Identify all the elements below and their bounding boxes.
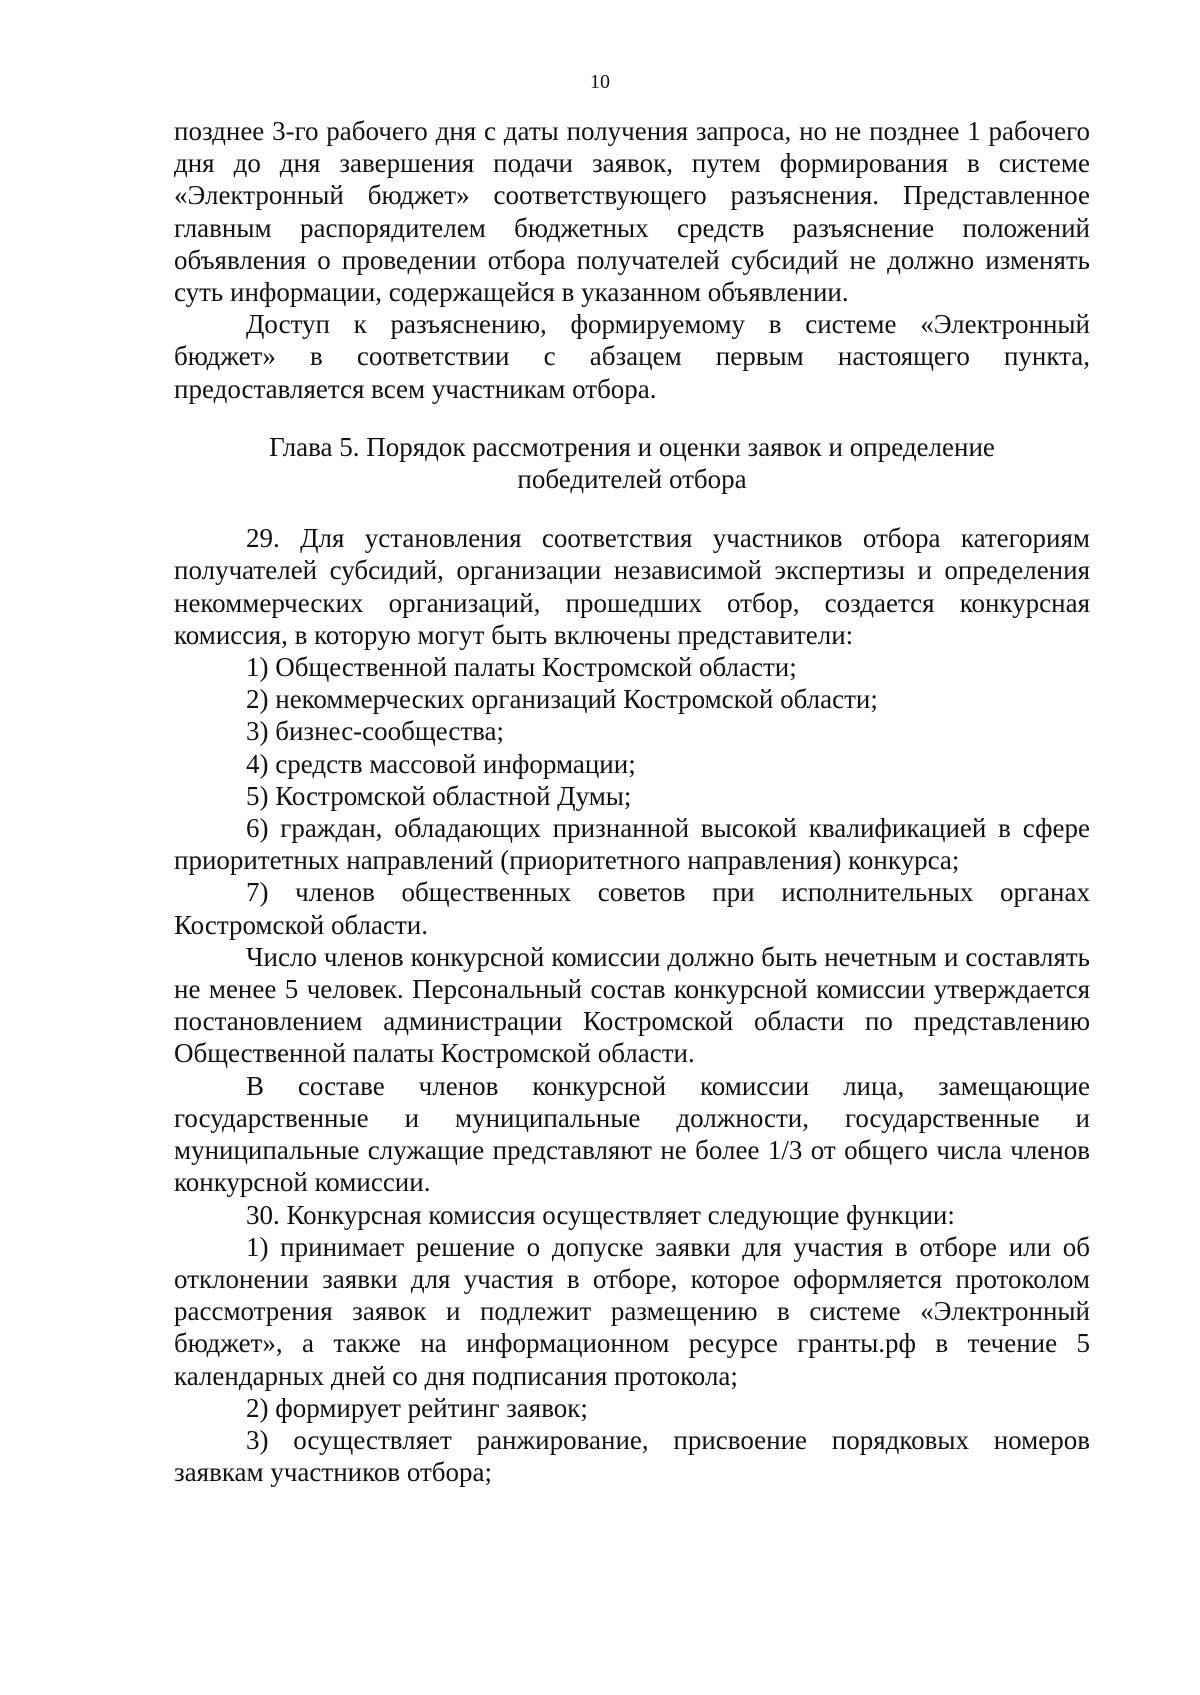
list-item: 6) граждан, обладающих признанной высокой квалификацией в сфере приоритетных направлений (приоритетного направления) конкурса; — [174, 813, 1090, 876]
chapter-heading-line-2: победителей отбора — [517, 464, 747, 495]
paragraph-continuation: позднее 3-го рабочего дня с даты получения запроса, но не позднее 1 рабочего дня до дня завершения подачи заявок, путем формирования в системе «Электронный бюджет» соответствующего разъяснения. Представленное главным распорядителем бюджетных средств разъяснение положений объявления о проведении отбора получателей субсидий не должно изменять суть информации, содержащейся в указанном объявлении. — [174, 116, 1090, 308]
chapter-heading-line-1: Глава 5. Порядок рассмотрения и оценки заявок и определение — [269, 431, 995, 462]
page-number: 10 — [590, 71, 610, 93]
paragraph-item-29: 29. Для установления соответствия участников отбора категориям получателей субсидий, организации независимой экспертизы и определения некоммерческих организаций, прошедших отбор, создается конкурсная комиссия, в которую могут быть включены представители: — [174, 523, 1090, 650]
list-item: 1) принимает решение о допуске заявки для участия в отборе или об отклонении заявки для участия в отборе, которое оформляется протоколом рассмотрения заявок и подлежит размещению в системе «Электронный бюджет», а также на информационном ресурсе гранты.рф в течение 5 календарных дней со дня подписания протокола; — [174, 1231, 1090, 1391]
paragraph-commission-composition: В составе членов конкурсной комиссии лица, замещающие государственные и муниципальные должности, государственные и муниципальные служащие представляют не более 1/3 от общего числа членов конкурсной комиссии. — [174, 1070, 1090, 1198]
list-item: 7) членов общественных советов при исполнительных органах Костромской области. — [174, 877, 1090, 940]
paragraph-access-clarification: Доступ к разъяснению, формируемому в системе «Электронный бюджет» в соответствии с абзацем первым настоящего пункта, предоставляется всем участникам отбора. — [174, 309, 1090, 404]
chapter-heading — [174, 431, 1090, 495]
list-item: 1) Общественной палаты Костромской области; — [246, 652, 797, 683]
list-item: 3) бизнес-сообщества; — [246, 716, 505, 747]
list-item: 3) осуществляет ранжирование, присвоение порядковых номеров заявкам участников отбора; — [174, 1424, 1090, 1488]
paragraph-commission-size: Число членов конкурсной комиссии должно быть нечетным и составлять не менее 5 человек. Персональный состав конкурсной комиссии утверждается постановлением администрации Костромской области по представлению Общественной палаты Костромской области. — [174, 941, 1090, 1069]
paragraph-item-30: 30. Конкурсная комиссия осуществляет следующие функции: — [246, 1199, 955, 1230]
list-item: 2) формирует рейтинг заявок; — [246, 1392, 588, 1423]
list-item: 5) Костромской областной Думы; — [246, 780, 632, 811]
document-body — [174, 115, 1090, 1488]
list-item: 2) некоммерческих организаций Костромской области; — [246, 684, 878, 715]
list-item: 4) средств массовой информации; — [246, 748, 636, 779]
